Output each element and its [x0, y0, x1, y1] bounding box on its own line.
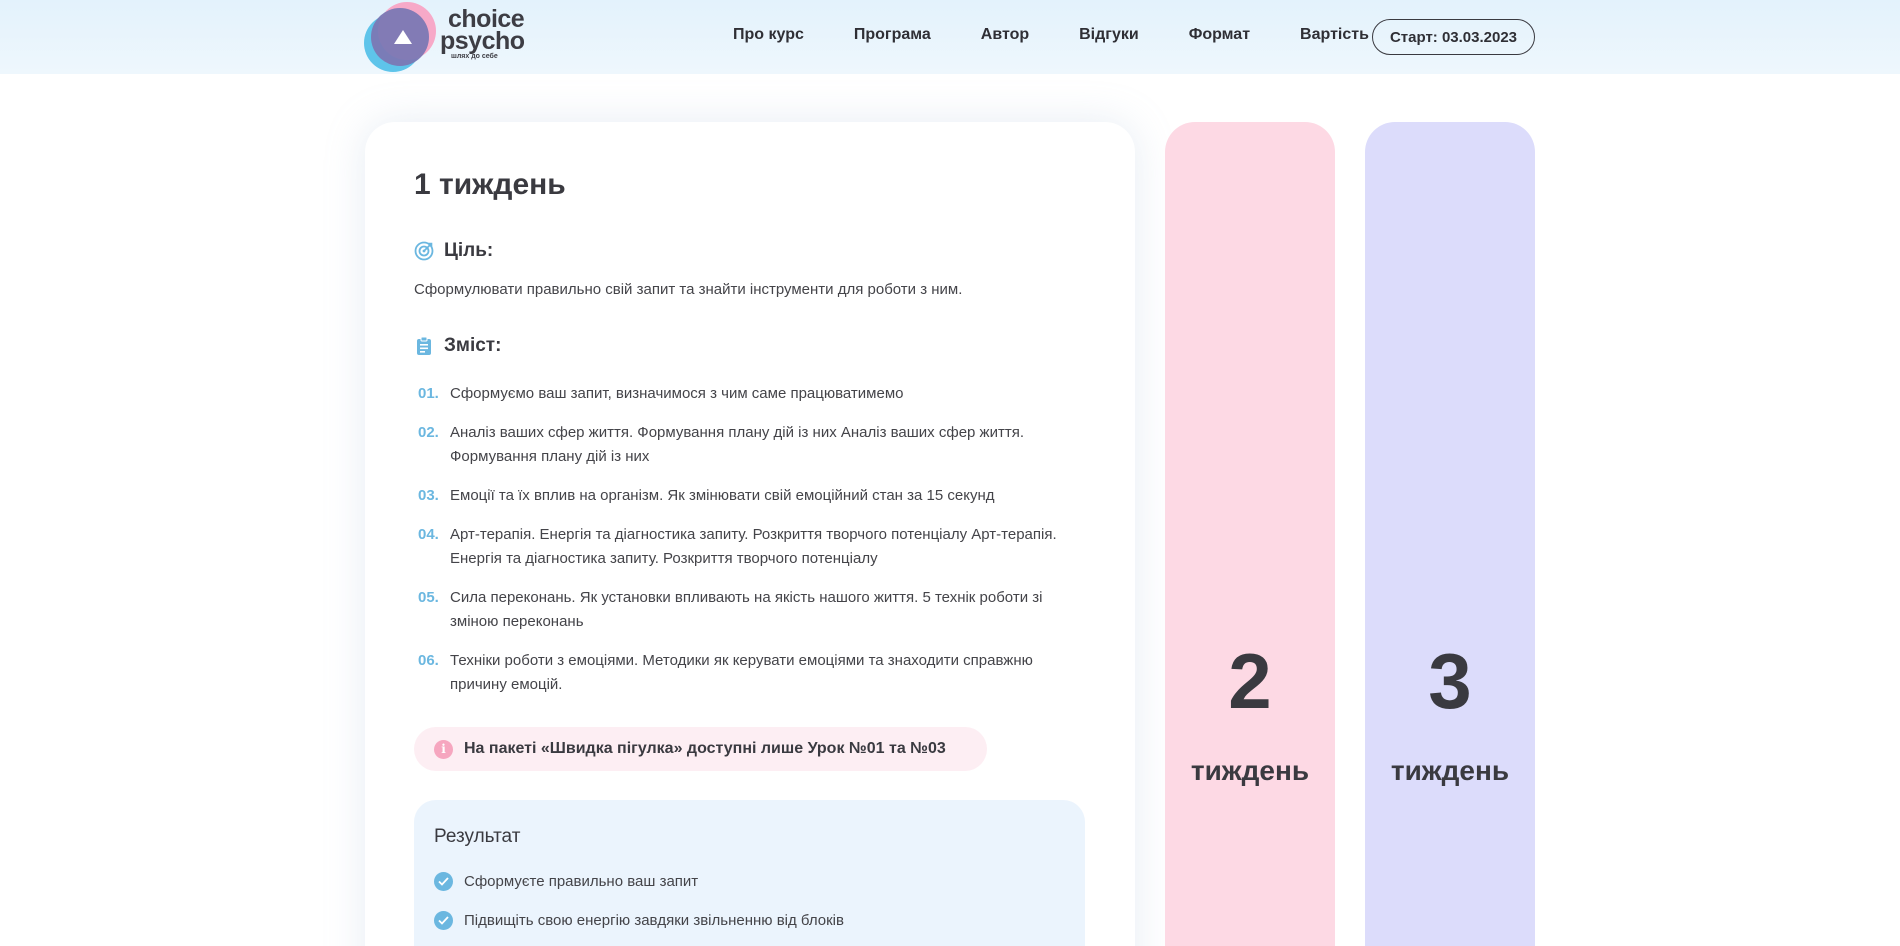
item-number: 03.: [418, 487, 439, 504]
lessons-list: [418, 382, 1088, 712]
item-text: Сила переконань. Як установки впливають на якість нашого життя. 5 технік роботи зі зміною переконань: [450, 589, 1043, 630]
list-item: [418, 484, 1088, 508]
clipboard-icon: [414, 336, 434, 356]
start-date-button[interactable]: Старт: 03.03.2023: [1372, 19, 1535, 55]
nav-price[interactable]: Вартість: [1300, 26, 1369, 43]
list-item: [418, 649, 1088, 697]
item-text: Сформуємо ваш запит, визначимося з чим саме працюватимемо: [450, 385, 904, 402]
item-number: 01.: [418, 385, 439, 402]
result-title: Результат: [434, 826, 521, 847]
goal-heading: [414, 240, 493, 262]
nav-program[interactable]: Програма: [853, 26, 931, 43]
content-heading: [414, 335, 501, 357]
result-box: [414, 800, 1085, 946]
nav-format[interactable]: Формат: [1188, 26, 1251, 43]
result-text: Сформуєте правильно ваш запит: [464, 873, 699, 890]
item-number: 02.: [418, 424, 439, 441]
goal-text: Сформулювати правильно свій запит та знайти інструменти для роботи з ним.: [414, 281, 963, 298]
play-triangle-icon: [394, 30, 412, 44]
nav-about[interactable]: Про курс: [733, 26, 804, 43]
logo[interactable]: [364, 2, 534, 72]
result-item: [434, 872, 698, 891]
week-label: тиждень: [1390, 755, 1510, 786]
content-label: Зміст:: [444, 335, 502, 356]
week-label: тиждень: [1190, 755, 1310, 786]
item-number: 04.: [418, 526, 439, 543]
site-header: [0, 0, 1900, 74]
check-icon: [434, 872, 453, 891]
main-nav: [733, 26, 1369, 44]
item-text: Арт-терапія. Енергія та діагностика запиту. Розкриття творчого потенціалу Арт-терапія. Енергія та діагностика запиту. Розкриття творчого потенціалу: [450, 526, 1057, 567]
result-item: [434, 911, 844, 930]
list-item: [418, 586, 1088, 634]
list-item: [418, 523, 1088, 571]
logo-tagline: шлях до себе: [451, 53, 498, 60]
info-icon: i: [434, 740, 453, 759]
list-item: [418, 382, 1088, 406]
item-number: 06.: [418, 652, 439, 669]
check-icon: [434, 911, 453, 930]
week-2-tab[interactable]: [1165, 122, 1335, 946]
package-notice: [414, 727, 987, 771]
week-number: 2: [1228, 637, 1272, 725]
notice-text: На пакеті «Швидка пігулка» доступні лише Урок №01 та №03: [464, 740, 946, 757]
result-text: Підвищіть свою енергію завдяки звільненню від блоків: [464, 912, 844, 929]
item-number: 05.: [418, 589, 439, 606]
nav-author[interactable]: Автор: [980, 26, 1030, 43]
week-3-tab[interactable]: [1365, 122, 1535, 946]
item-text: Аналіз ваших сфер життя. Формування плану дій із них Аналіз ваших сфер життя. Формування плану дій із них: [450, 424, 1024, 465]
week-number: 3: [1428, 637, 1472, 725]
nav-reviews[interactable]: Відгуки: [1079, 26, 1139, 43]
item-text: Техніки роботи з емоціями. Методики як керувати емоціями та знаходити справжню причину емоцій.: [450, 652, 1033, 693]
logo-wordmark: choice psycho: [440, 5, 525, 55]
goal-label: Ціль:: [444, 240, 494, 261]
logo-mark: [364, 2, 436, 72]
week-1-card: [365, 122, 1135, 946]
list-item: [418, 421, 1088, 469]
target-icon: [414, 241, 434, 261]
week-title: 1 тиждень: [414, 168, 566, 201]
item-text: Емоції та їх вплив на організм. Як змінювати свій емоційний стан за 15 секунд: [450, 487, 995, 504]
